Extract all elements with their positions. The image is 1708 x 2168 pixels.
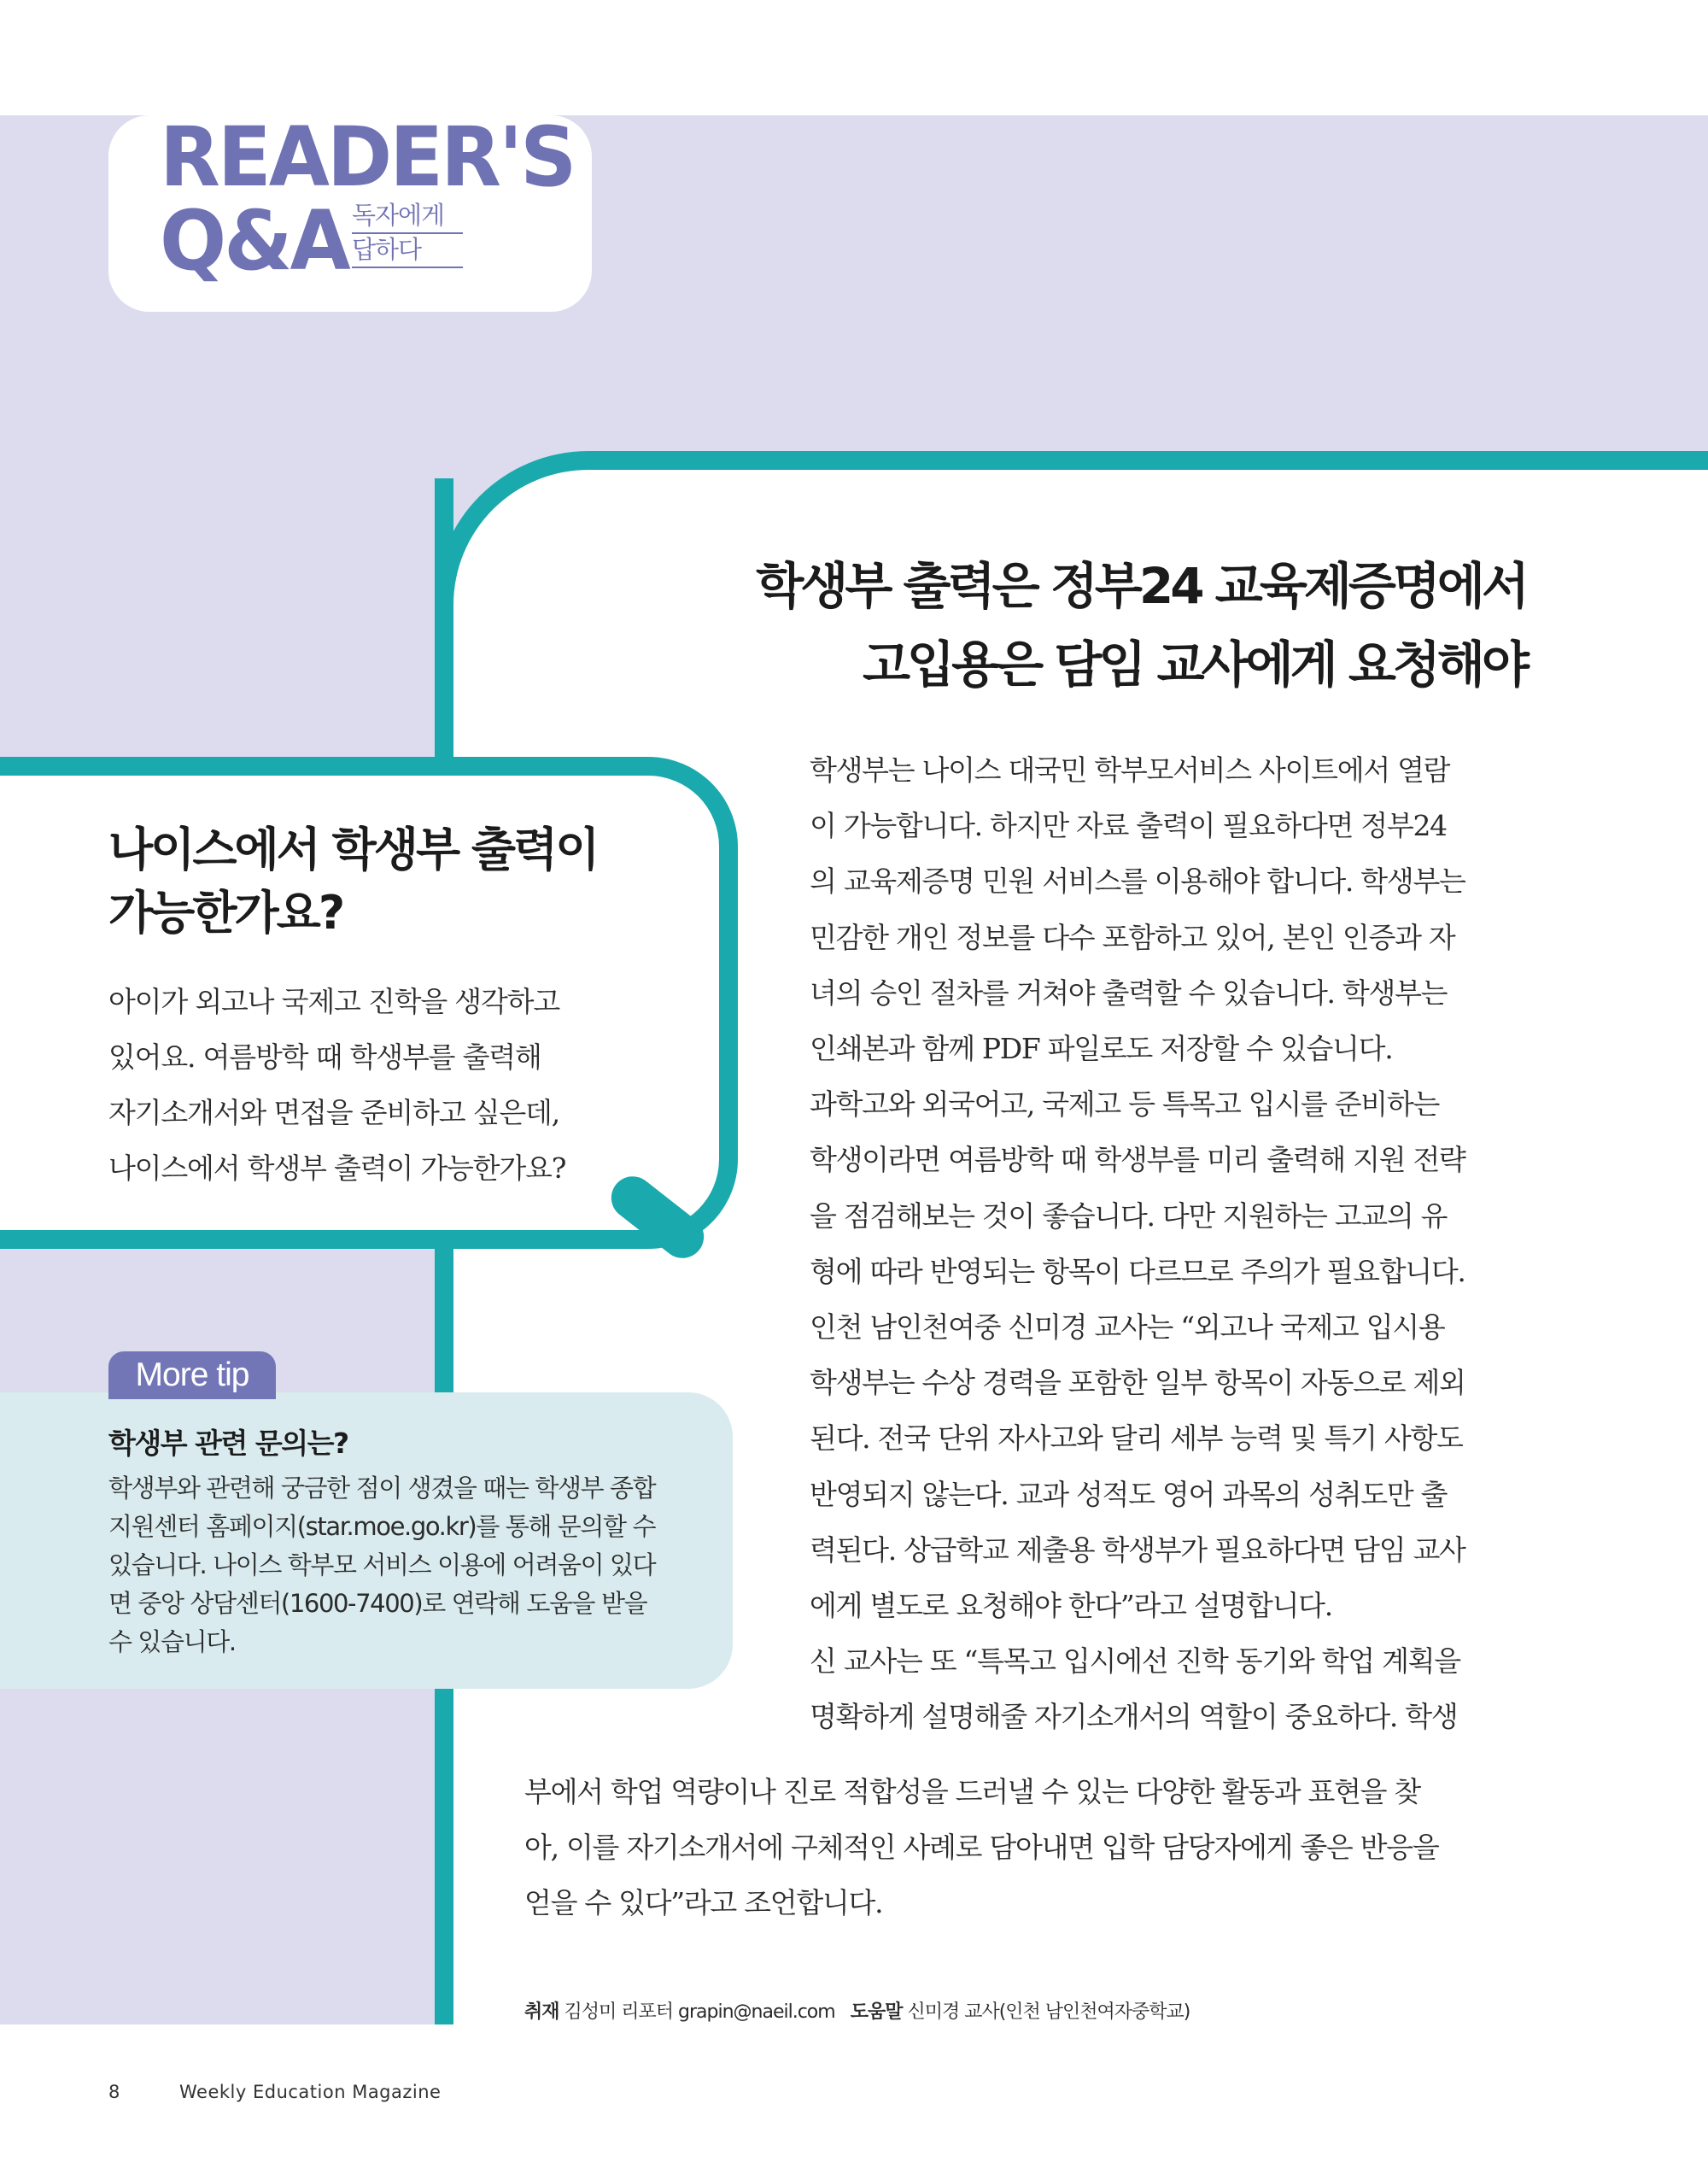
tip-body-line: 있습니다. 나이스 학부모 서비스 이용에 어려움이 있다 [108, 1550, 656, 1579]
credit-reporter-label: 취재 [524, 2001, 559, 2023]
magazine-name: Weekly Education Magazine [179, 2082, 442, 2102]
answer-line: 이 가능합니다. 하지만 자료 출력이 필요하다면 정부24 [810, 809, 1447, 843]
page-number: 8 [108, 2082, 120, 2102]
answer-line: 인천 남인천여중 신미경 교사는 “외고나 국제고 입시용 [810, 1310, 1445, 1345]
credit-reporter-text: 김성미 리포터 grapin@naeil.com [564, 2001, 835, 2023]
teal-frame-line [435, 478, 453, 2024]
header-title-readers: READER'S [160, 109, 575, 206]
answer-column [810, 742, 1465, 1745]
headline-line: 학생부 출력은 정부24 교육제증명에서 [756, 557, 1526, 615]
question-title [108, 818, 597, 945]
answer-line: 의 교육제증명 민원 서비스를 이용해야 합니다. 학생부는 [810, 864, 1465, 899]
header-subtitle-line2: 답하다 [352, 232, 463, 268]
credit-helper-text: 신미경 교사(인천 남인천여자중학교) [907, 2001, 1190, 2023]
question-title-line: 나이스에서 학생부 출력이 [108, 823, 598, 876]
answer-line: 학생부는 나이스 대국민 학부모서비스 사이트에서 열람 [810, 753, 1450, 787]
answer-line: 과학고와 외국어고, 국제고 등 특목고 입시를 준비하는 [810, 1087, 1440, 1122]
more-tip-tab: More tip [108, 1351, 276, 1399]
question-body-line: 아이가 외고나 국제고 진학을 생각하고 [108, 985, 560, 1018]
header-title-qa: Q&A [160, 193, 348, 290]
answer-wide-line: 아, 이를 자기소개서에 구체적인 사례로 담아내면 입학 담당자에게 좋은 반응을 [524, 1831, 1439, 1865]
answer-line: 반영되지 않는다. 교과 성적도 영어 과목의 성취도만 출 [810, 1477, 1448, 1511]
headline-line: 고입용은 담임 교사에게 요청해야 [863, 636, 1526, 694]
answer-line: 력된다. 상급학교 제출용 학생부가 필요하다면 담임 교사 [810, 1532, 1465, 1567]
answer-line: 형에 따라 반영되는 항목이 다르므로 주의가 필요합니다. [810, 1254, 1465, 1288]
answer-line: 된다. 전국 단위 자사고와 달리 세부 능력 및 특기 사항도 [810, 1421, 1463, 1456]
tip-body-line: 지원센터 홈페이지(star.moe.go.kr)를 통해 문의할 수 [108, 1512, 656, 1541]
answer-line: 민감한 개인 정보를 다수 포함하고 있어, 본인 인증과 자 [810, 920, 1455, 954]
answer-line: 학생이라면 여름방학 때 학생부를 미리 출력해 지원 전략 [810, 1143, 1465, 1177]
answer-line: 인쇄본과 함께 PDF 파일로도 저장할 수 있습니다. [810, 1032, 1393, 1066]
answer-line: 명확하게 설명해줄 자기소개서의 역할이 중요하다. 학생 [810, 1700, 1458, 1734]
answer-line: 신 교사는 또 “특목고 입시에선 진학 동기와 학업 계획을 [810, 1644, 1460, 1679]
answer-line: 녀의 승인 절차를 거쳐야 출력할 수 있습니다. 학생부는 [810, 976, 1448, 1010]
answer-line: 학생부는 수상 경력을 포함한 일부 항목이 자동으로 제외 [810, 1366, 1465, 1400]
question-body [108, 974, 565, 1196]
article-headline [756, 547, 1526, 704]
more-tip-title: 학생부 관련 문의는? [108, 1427, 348, 1460]
tip-body-line: 수 있습니다. [108, 1627, 236, 1656]
question-body-line: 자기소개서와 면접을 준비하고 싶은데, [108, 1096, 560, 1129]
question-body-line: 있어요. 여름방학 때 학생부를 출력해 [108, 1040, 541, 1074]
speech-tail-icon [598, 1179, 700, 1281]
tip-body-line: 면 중앙 상담센터(1600-7400)로 연락해 도움을 받을 [108, 1589, 647, 1618]
answer-line: 을 점검해보는 것이 좋습니다. 다만 지원하는 고교의 유 [810, 1198, 1448, 1233]
tip-body-line: 학생부와 관련해 궁금한 점이 생겼을 때는 학생부 종합 [108, 1474, 656, 1503]
answer-wide-block [524, 1764, 1438, 1931]
credit-helper-label: 도움말 [850, 2001, 903, 2023]
question-body-line: 나이스에서 학생부 출력이 가능한가요? [108, 1151, 566, 1185]
header-subtitle-line1: 독자에게 [352, 198, 463, 234]
article-credit [524, 1997, 1190, 2024]
answer-line: 에게 별도로 요청해야 한다”라고 설명합니다. [810, 1589, 1332, 1623]
more-tip-body [108, 1469, 655, 1661]
answer-wide-line: 얻을 수 있다”라고 조언합니다. [524, 1886, 883, 1920]
question-title-line: 가능한가요? [108, 886, 343, 940]
answer-wide-line: 부에서 학업 역량이나 진로 적합성을 드러낼 수 있는 다양한 활동과 표현을 찾 [524, 1775, 1421, 1808]
